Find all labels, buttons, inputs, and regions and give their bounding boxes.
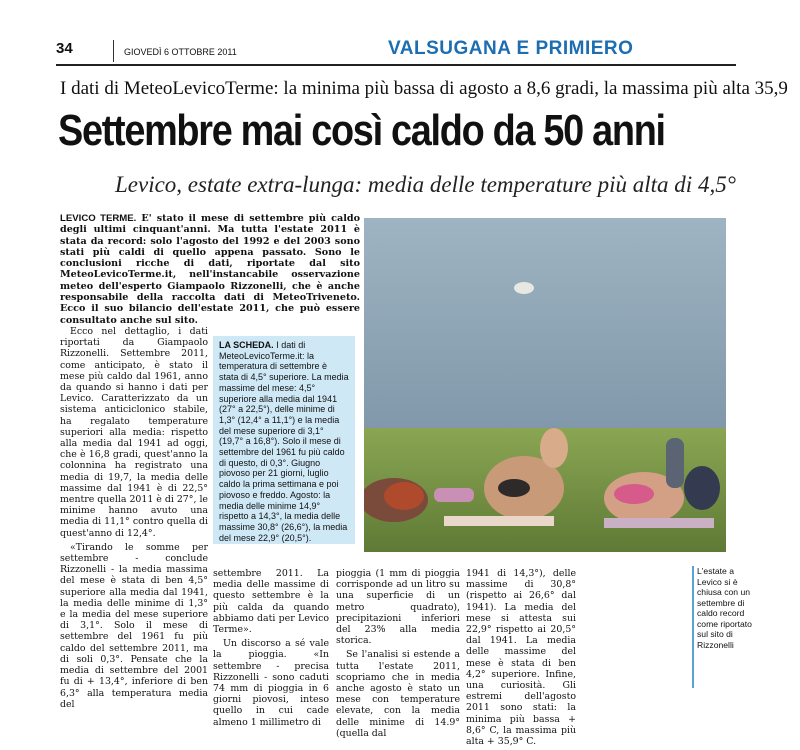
photo-caption: L'estate a Levico si è chiusa con un settembre di caldo record come riportato sul sito di Rizzonelli: [697, 566, 752, 650]
caption-bar: [692, 566, 694, 688]
body-column-2: [213, 568, 329, 731]
lead-text: E' stato il mese di settembre più caldo degli ultimi cinquant'anni. Ma tutta l'estate 2011 è stata da record: solo l'agosto del 1992 e del 2003 sono stati più caldi di quello appena passato. Sono le conclusioni ricche di dati, riportate dal sito MeteoLevicoTerme.it, nell'instancabile osservazione meteo dell'esperto Giampaolo Rizzonelli, che è anche responsabile della raccolta dati di MeteoTriveneto. Ecco il suo bilancio dell'estate 2011, che può essere consultato anche sul sito.: [60, 213, 360, 326]
body-paragraph: settembre 2011. La media delle massime di questo settembre è la più calda da quando abbiamo dati per Levico Terme».: [213, 568, 329, 636]
info-box: [213, 336, 355, 544]
body-paragraph: 1941 di 14,3°), delle massime di 30,8° (rispetto ai 26,6° dal 1941). La media del mese si attesta sui 22,9° rispetto ai 20,5° dal 1941. La media delle massime del mese è stata di ben 4,2° superiore. Infine, una curiosità. Gli estremi dell'agosto 2011 sono stati: la minima più bassa + 8,6° C, la massima più alta + 35,9° C.: [466, 568, 576, 748]
page-number: 34: [56, 40, 73, 57]
header-rule: [56, 64, 736, 66]
body-paragraph: Un discorso a sé vale la pioggia. «In settembre - precisa Rizzonelli - sono caduti 74 mm di pioggia in 6 giorni piovosi, inteso quello in cui cade almeno 1 millimetro di: [213, 638, 329, 728]
body-paragraph: Ecco nel dettaglio, i dati riportati da Giampaolo Rizzonelli. Settembre 2011, come anticipato, è stato il mese più caldo dal 1961, anno da quando si hanno i dati per Levico. Caratterizzato da un sistema anticiclonico stabile, ha regalato temperature superiori alla media: rispetto alla media dal 1941 ad oggi, che è 16,8 gradi, quest'anno la colonnina ha registrato una media di 19,7, la media delle massime dal 1941 è di 22,5° mentre quella 2011 è di 27°, le minime hanno avuto una media di 11,1° contro quella di quest'anno di 12,4°.: [60, 326, 208, 539]
article-headline: Settembre mai così caldo da 50 anni: [58, 106, 665, 155]
article-subheadline: Levico, estate extra-lunga: media delle temperature più alta di 4,5°: [115, 172, 736, 197]
body-paragraph: «Tirando le somme per settembre - conclude Rizzonelli - la media massima del mese è stata di ben 4,5° superiore alla media dal 1941, la media delle minime di 1,3° e la media del mese superiore di 3,1°. Solo il mese di settembre del 1961 fu più caldo del settembre 2011, ma di soli 0,3°. Pensate che la media di settembre del 2001 fu di + 13,4°, inferiore di ben 6,3° alla temperatura media del: [60, 541, 208, 710]
article-photo: [364, 218, 726, 552]
body-column-4: [466, 568, 576, 750]
info-box-label: LA SCHEDA.: [219, 340, 274, 350]
body-paragraph: Se l'analisi si estende a tutta l'estate 2011, scopriamo che in media anche agosto è stato un mese con temperature elevate, con la media delle minime di 14.9° (quella dal: [336, 649, 460, 739]
body-column-1: [60, 326, 208, 713]
body-column-3: [336, 568, 460, 742]
body-paragraph: pioggia (1 mm di pioggia corrisponde ad un litro su una superficie di un metro quadrato), precipitazioni inferiori del 23% alla media storica.: [336, 568, 460, 647]
section-title: VALSUGANA E PRIMIERO: [388, 38, 634, 59]
info-box-text: I dati di MeteoLevicoTerme.it: la temperatura di settembre è stata di 4,5° superiore. La media massime del mese: 4,5° superiore alla media dal 1941 (27° a 22,5°), delle minime di 1,3° (12,4° a 11,1°) e la media del mese superiore di 3,1° (19,7° a 16,8°). Solo il mese di settembre del 1961 fu più caldo di questo, di 0,3°. Giugno piovoso per 21 giorni, luglio caldo la prima settimana e poi piovoso e freddo. Agosto: la media delle minime 14,9° rispetto a 14,3°, la media delle massime 30,8° (26,6°), la media del mese 22,9° (20,5°).: [219, 340, 349, 543]
lead-place: LEVICO TERME.: [60, 213, 137, 224]
article-lead: [60, 213, 360, 326]
dateline: GIOVEDÌ 6 OTTOBRE 2011: [124, 47, 237, 57]
sunbathers-photo: [364, 218, 726, 552]
article-kicker: I dati di MeteoLevicoTerme: la minima più bassa di agosto a 8,6 gradi, la massima più alta 35,9: [60, 78, 788, 99]
folio-divider: [113, 40, 114, 62]
